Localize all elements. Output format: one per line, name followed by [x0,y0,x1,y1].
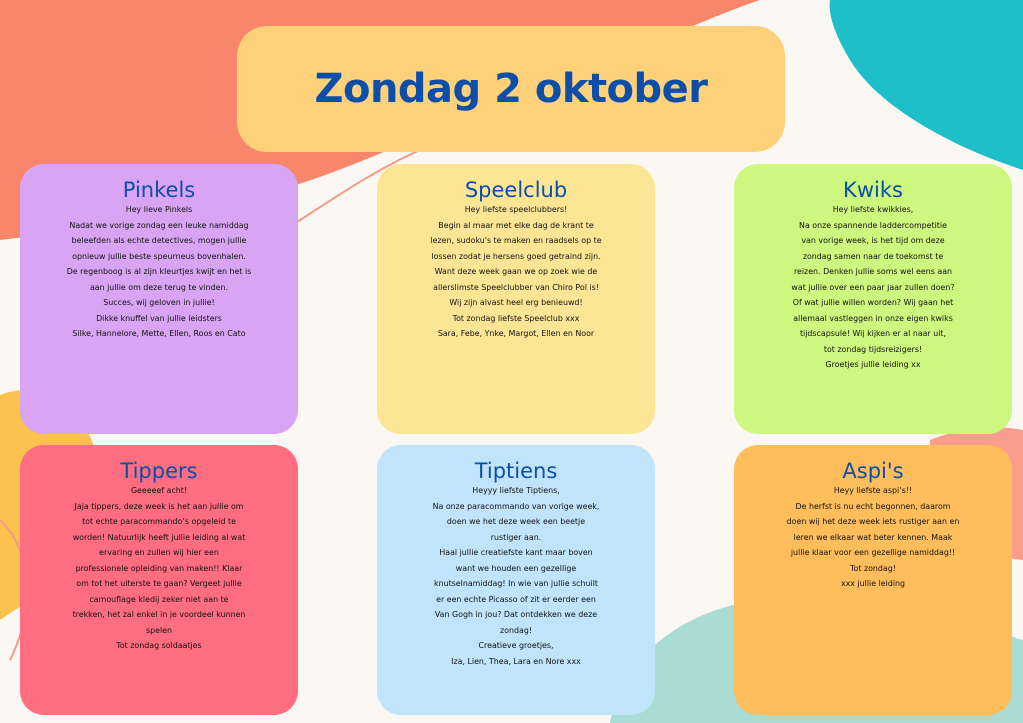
card-line: xxx jullie leiding [840,579,906,588]
card-line: Hey liefste speelclubbers! [464,205,568,214]
card-line: ervaring en zullen wij hier een [99,548,219,557]
card-line: Wij zijn alvast heel erg benieuwd! [449,298,583,307]
card-line: worden! Natuurlijk heeft jullie leiding al wat [72,532,246,542]
card-title: Pinkels [122,178,196,202]
card-title: Speelclub [464,178,568,202]
card-line: zondag samen naar de toekomst te [802,251,944,261]
card-line: Na onze paracommando van vorige week, [432,501,600,511]
card-speelclub [377,164,655,434]
card-line: tot zondag tijdsreizigers! [823,344,923,354]
card-line: Of wat jullie willen worden? Wij gaan het [792,298,954,307]
card-title: Aspi's [842,459,904,483]
card-line: er een echte Picasso of zit er eerder een [436,594,596,604]
card-line: van vorige week, is het tijd om deze [801,236,945,245]
card-line: Geeeeef acht! [130,486,188,495]
card-line: trekken, het zal enkel in je voordeel kunnen [72,610,246,619]
card-line: Sara, Febe, Ynke, Margot, Ellen en Noor [437,329,595,338]
card-line: Begin al maar met elke dag de krant te [438,220,594,230]
card-title: Tiptiens [474,459,558,483]
card-line: Nadat we vorige zondag een leuke namiddag [69,220,249,230]
card-line: jullie klaar voor een gezellige namiddag!! [790,548,956,557]
card-line: reizen. Denken jullie soms wel eens aan [793,267,953,276]
card-text [377,202,655,342]
card-title: Tippers [120,459,198,483]
card-text [734,483,1012,592]
card-line: professionele opleiding van maken!! Klaar [75,563,243,573]
card-line: Tot zondag! [850,563,896,573]
card-line: Silke, Hannelore, Mette, Ellen, Roos en Cato [72,329,246,338]
card-line: beleefden als echte detectives, mogen jullie [71,236,247,245]
card-line: allemaal vastleggen in onze eigen kwiks [793,313,953,323]
card-tippers [20,445,298,715]
card-line: allerslimste Speelclubber van Chiro Pol is! [433,282,599,292]
card-line: want we houden een gezellige [455,563,577,573]
card-line: lezen, sudoku's te maken en raadsels op te [430,236,602,245]
card-line: Creatieve groetjes, [478,641,554,650]
card-line: doen we het deze week een beetje [446,517,586,526]
card-line: rustiger aan. [490,532,542,542]
card-text [377,483,655,669]
card-line: spelen [145,625,173,635]
card-line: wat jullie over een paar jaar zullen doen? [791,282,955,292]
card-text [734,202,1012,373]
card-line: Tot zondag soldaatjes [116,641,202,650]
card-line: Haal jullie creatiefste kant maar boven [439,548,593,557]
card-line: camouflage kledij zeker niet aan te [89,594,229,604]
card-tiptiens [377,445,655,715]
card-line: knutselnamiddag! In wie van jullie schuilt [434,579,598,588]
card-text [20,202,298,342]
card-line: De herfst is nu echt begonnen, daarom [795,501,951,511]
card-line: Heyyy liefste Tiptiens, [472,486,560,495]
card-line: Van Gogh in jou? Dat ontdekken we deze [434,610,598,619]
card-line: Jaja tippers, deze week is het aan jullie om [74,501,244,511]
card-line: opnieuw jullie beste speurneus bovenhalen. [72,251,246,261]
card-line: lossen zodat je hersens goed getraind zijn. [431,251,601,261]
card-line: om tot het uiterste te gaan? Vergeet jullie [76,579,242,588]
card-line: zondag! [500,625,532,635]
card-line: Groetjes jullie leiding xx [825,360,921,369]
card-title: Kwiks [843,178,903,202]
card-line: Iza, Lien, Thea, Lara en Nore xxx [451,656,581,666]
card-line: Na onze spannende laddercompetitie [799,220,947,230]
card-line: tijdscapsule! Wij kijken er al naar uit, [799,329,947,338]
card-line: tot echte paracommando’s opgeleid te [82,517,236,526]
card-line: Dikke knuffel van jullie leidsters [96,313,222,323]
card-line: Hey liefste kwikkies, [832,205,914,214]
card-text [20,483,298,654]
title-banner [237,26,785,152]
card-line: Want deze week gaan we op zoek wie de [434,267,598,276]
card-kwiks [734,164,1012,434]
card-line: Hey lieve Pinkels [125,205,193,214]
card-line: aan jullie om deze terug te vinden. [89,282,229,292]
page-title: Zondag 2 oktober [314,66,708,112]
card-line: Heyy liefste aspi’s!! [833,486,913,495]
card-line: Tot zondag liefste Speelclub xxx [452,313,580,323]
card-aspis [734,445,1012,715]
card-line: leren we elkaar wat beter kennen. Maak [793,532,953,542]
card-pinkels [20,164,298,434]
card-line: doen wij het deze week iets rustiger aan en [786,517,960,526]
card-line: De regenboog is al zijn kleurtjes kwijt en het is [66,267,252,276]
card-line: Succes, wij geloven in jullie! [103,298,215,307]
teal-blob [830,0,1023,170]
